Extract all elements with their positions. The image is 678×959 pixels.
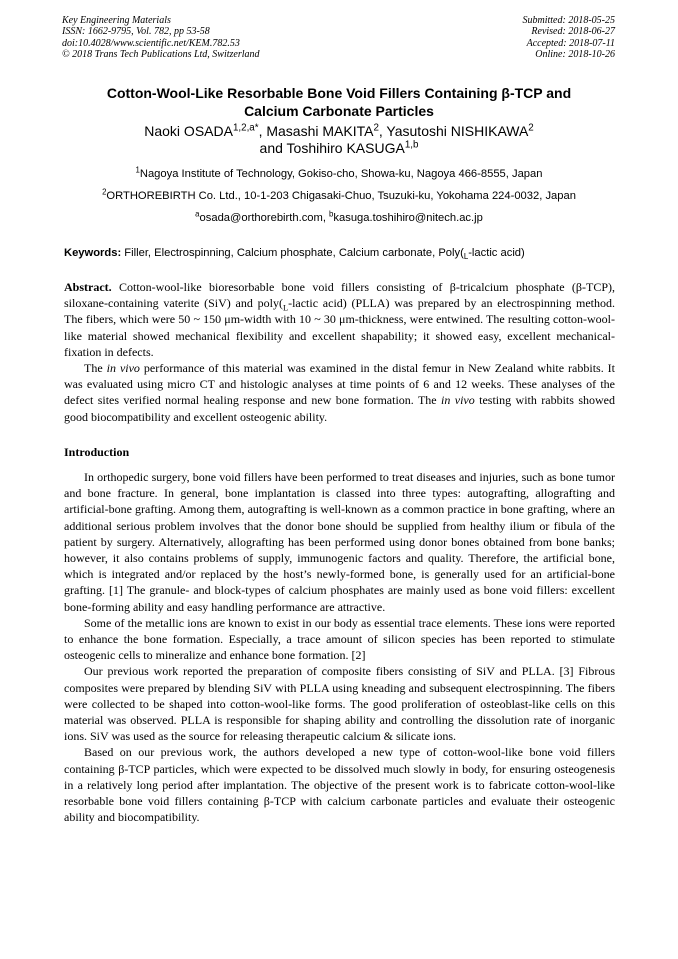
author-emails	[40, 211, 638, 225]
journal-copyright: © 2018 Trans Tech Publications Ltd, Switzerland	[62, 49, 260, 61]
journal-name: Key Engineering Materials	[62, 15, 171, 26]
affil-text: ORTHOREBIRTH Co. Ltd., 10-1-203 Chigasaki-Chuo, Tsuzuki-ku, Yokohama 224-0032, Japan	[106, 190, 576, 202]
keywords	[64, 246, 616, 260]
paper-title	[50, 84, 628, 120]
keywords-text-end: -lactic acid)	[468, 247, 525, 259]
affiliation-2	[40, 189, 638, 203]
abstract	[64, 279, 615, 425]
abstract-italic: in vivo	[441, 393, 475, 408]
author-list	[50, 123, 628, 157]
author-affil-marker: 1,2,a*	[232, 122, 259, 134]
journal-issn: ISSN: 1662-9795, Vol. 782, pp 53-58	[62, 26, 210, 38]
intro-paragraph: Based on our previous work, the authors developed a new type of cotton-wool-like bone void fillers containing β-TCP particles, which were expected to be dissolved much slowly in body, for ensuring osteogenesis in a relatively long period after implantation. The objective of the present work is to fabricate cotton-wool-like resorbable bone void fillers containing β-TCP with calcium carbonate particles and evaluate their osteogenic ability and biocompatibility.	[64, 745, 615, 825]
email-marker: b	[329, 209, 334, 219]
intro-paragraph: Some of the metallic ions are known to exist in our body as essential trace elements. These ions were reported to enhance the bone formation. Especially, a trace amount of silicon species has been reported to stimulate osteogenic cells to mineralize and enhance bone formation. [2]	[64, 615, 615, 663]
email-link[interactable]: kasuga.toshihiro@nitech.ac.jp	[333, 212, 483, 224]
affil-marker: 1	[135, 165, 140, 175]
introduction-body	[64, 469, 615, 825]
author-name: Naoki OSADA	[144, 123, 233, 139]
email-marker: a	[195, 209, 200, 219]
abstract-paragraph	[64, 279, 615, 360]
title-line-2: Calcium Carbonate Particles	[244, 103, 434, 119]
online-date: Online: 2018-10-26	[535, 49, 615, 61]
abstract-subscript: L	[282, 303, 289, 313]
revised-date: Revised: 2018-06-27	[531, 26, 615, 38]
journal-doi[interactable]: doi:10.4028/www.scientific.net/KEM.782.53	[62, 37, 240, 49]
submitted-date: Submitted: 2018-05-25	[522, 15, 615, 26]
affiliation-1	[40, 167, 638, 181]
accepted-date: Accepted: 2018-07-11	[526, 37, 615, 49]
author-affil-marker: 2	[528, 122, 534, 134]
abstract-label: Abstract.	[64, 280, 112, 294]
keywords-subscript: L	[463, 252, 469, 262]
author-line-1	[50, 123, 628, 140]
author-name: , Yasutoshi NISHIKAWA	[378, 123, 529, 139]
affil-text: Nagoya Institute of Technology, Gokiso-cho, Showa-ku, Nagoya 466-8555, Japan	[139, 168, 543, 180]
author-line-2	[50, 140, 628, 157]
intro-paragraph: In orthopedic surgery, bone void fillers have been performed to treat diseases and injuries, such as bone tumor and bone fracture. In general, bone implantation is classed into three types: autografting, allografting and artificial-bone grafting. Among them, autografting is well-known as a common practice in bone grafting, where an additional serious problem involves that the donor bone should be supplied from healthy ilium or fibula of the patient by surgery. Alternatively, allografting has been performed using donor bones obtained from bone banks; however, it also contains problems of supply, immunogenic factors and quality. Therefore, the artificial bone, which is integrated and/or replaced by the host’s newly-formed bone, is generally used for an artificial-bone grafting. [1] The granule- and block-types of calcium phosphates are mainly used as bone void fillers: excellent bone-forming ability and easy handling performance are attractive.	[64, 470, 615, 614]
journal-header-right	[523, 15, 616, 61]
section-heading-introduction: Introduction	[64, 445, 130, 459]
author-name: , Masashi MAKITA	[258, 123, 374, 139]
abstract-italic: in vivo	[106, 361, 140, 376]
author-name: and Toshihiro KASUGA	[259, 140, 405, 156]
abstract-text: The	[84, 361, 107, 376]
abstract-text: Cotton-wool-like bioresorbable bone void fillers consisting of β-tricalcium phosphate (β-TCP), siloxane-containing vaterite (SiV) and poly(	[64, 280, 615, 311]
abstract-text: performance of this material was examined in the distal femur in New Zealand white rabbits. It was evaluated using micro CT and histologic analyses at time points of 6 and 12 weeks. These analyses of the defect sites verified normal healing response and new bone formation. The	[64, 361, 616, 408]
abstract-text: testing with rabbits showed good biocompatibility and excellent osteogenic ability.	[64, 393, 615, 424]
affil-marker: 2	[102, 187, 107, 197]
email-link[interactable]: osada@orthorebirth.com,	[199, 212, 330, 224]
author-affil-marker: 1,b	[404, 139, 419, 151]
author-affil-marker: 2	[373, 122, 379, 134]
intro-paragraph: Our previous work reported the preparation of composite fibers consisting of SiV and PLLA. [3] Fibrous composites were prepared by blending SiV with PLLA using kneading and subsequent electrospinning. The fibers were collected to be shaped into cotton-wool-like forms. The good proliferation of osteoblast-like cells on this material was observed. PLLA is responsible for shaping ability and controlling the dissolution rate of inorganic ions. SiV was used as the source for releasing therapeutic calcium & silicate ions.	[64, 664, 615, 744]
keywords-label: Keywords:	[64, 247, 122, 259]
title-line-1: Cotton-Wool-Like Resorbable Bone Void Fillers Containing β-TCP and	[106, 85, 572, 101]
abstract-paragraph	[64, 360, 615, 425]
journal-header-left	[62, 15, 260, 61]
abstract-text: -lactic acid) (PLLA) was prepared by an electrospinning method. The fibers, which were 50 ~ 150 μm-width with 10 ~ 30 μm-thickness, were entwined. The resulting cotton-wool-like material showed mechanical flexibility and excellent shapability; it showed easy, excellent mechanical-fixation in defects.	[64, 296, 615, 359]
keywords-text: Filler, Electrospinning, Calcium phosphate, Calcium carbonate, Poly(	[121, 247, 464, 259]
